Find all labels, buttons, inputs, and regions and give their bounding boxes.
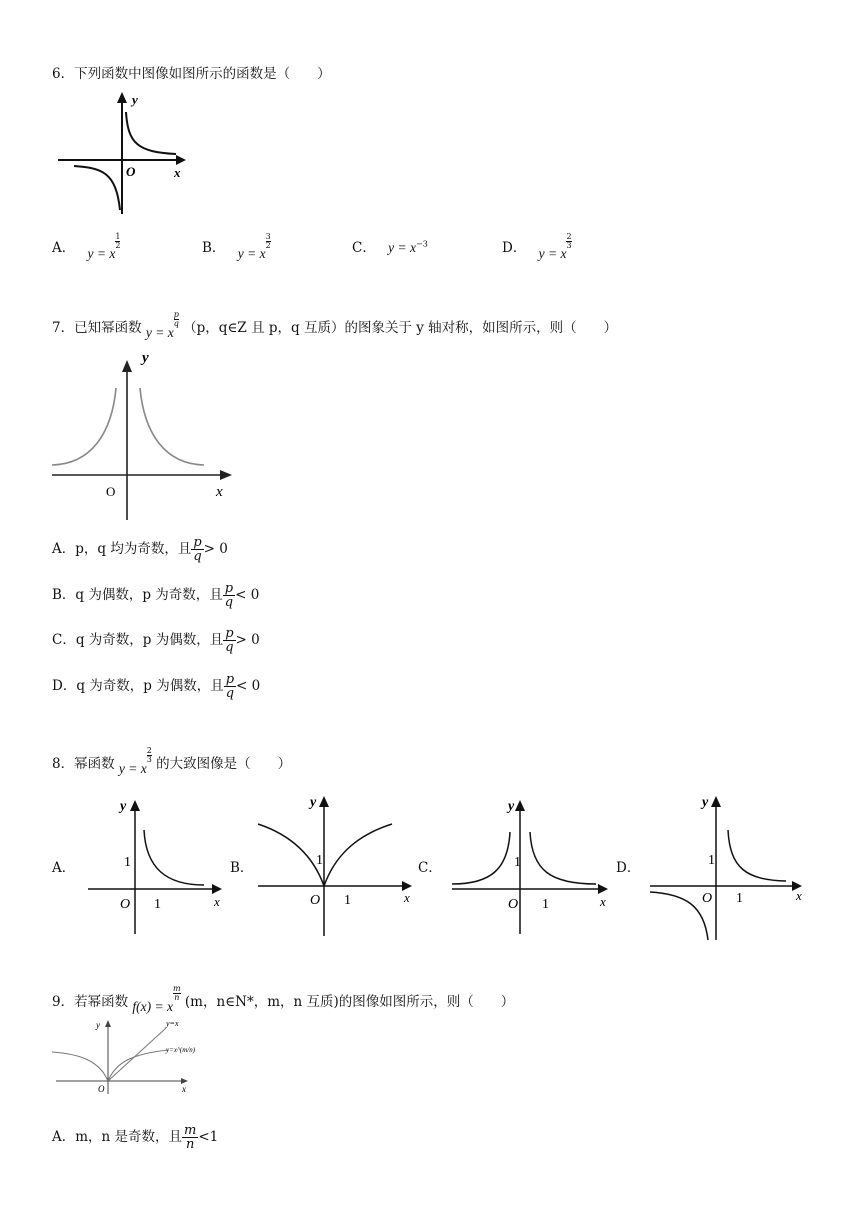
q9-stem-pre: 9．若幂函数 [52, 994, 129, 1010]
q9-origin-label: O [98, 1084, 105, 1094]
q7-option-b-label: B． [52, 587, 76, 603]
q9-a-frac-den: n [186, 1137, 195, 1152]
q9-option-a-label: A． [52, 1129, 76, 1145]
q9-stem-post: (m，n∈N*，m，n 互质)的图像如图所示，则（ ） [184, 994, 515, 1010]
q6-a-exp-num: 1 [115, 232, 121, 241]
q6-option-a-label: A． [52, 240, 76, 256]
q7-c-rel: > 0 [235, 632, 260, 648]
q6-option-b-func: y = x [237, 246, 266, 261]
q6-option-c[interactable] [352, 236, 428, 256]
q7-b-frac-num: p [224, 581, 234, 596]
q8-c-x-label: x [600, 894, 606, 909]
q8-stem [52, 746, 292, 776]
q6-d-exp-num: 2 [566, 232, 572, 241]
q7-option-a[interactable] [52, 536, 228, 563]
q8-option-a-label[interactable]: A． [52, 860, 76, 876]
q8-option-d-label[interactable]: D． [616, 860, 641, 876]
q6-option-b[interactable] [202, 232, 271, 261]
q7-x-label: x [216, 484, 223, 500]
q8-a-tick-y: 1 [124, 855, 131, 870]
q7-stem-func: y = x [145, 325, 174, 340]
q9-exp-den: n [174, 993, 180, 1002]
q9-option-a[interactable] [52, 1124, 218, 1151]
q8-option-c-label[interactable]: C． [418, 860, 442, 876]
q7-exp-den: q [173, 319, 179, 328]
q7-option-c-text: q 为奇数，p 为偶数，且 [75, 632, 224, 648]
q8-d-tick-y: 1 [708, 853, 715, 868]
q7-a-rel: > 0 [203, 541, 228, 557]
q8-stem-func: y = x [118, 761, 147, 776]
q6-option-a-func: y = x [87, 246, 116, 261]
q7-graph [52, 342, 242, 524]
q8-stem-post: 的大致图像是（ ） [156, 756, 292, 772]
q6-a-exp-den: 2 [115, 241, 121, 250]
q8-b-tick-x: 1 [344, 893, 351, 908]
q7-option-a-text: p，q 均为奇数，且 [75, 541, 192, 557]
q6-option-c-label: C． [352, 240, 376, 256]
q9-exp-num: m [172, 984, 181, 993]
q7-d-frac-num: p [225, 672, 235, 687]
q6-option-d-func: y = x [538, 246, 567, 261]
q7-b-frac-den: q [224, 595, 234, 610]
q8-d-y-label: y [702, 795, 709, 810]
q6-stem: 6．下列函数中图像如图所示的函数是（ ） [52, 66, 331, 82]
q8-graph-a[interactable] [86, 792, 226, 940]
q9-line-label: y=x [166, 1019, 179, 1028]
q8-c-origin: O [508, 897, 519, 912]
q7-option-b-text: q 为偶数，p 为奇数，且 [75, 587, 223, 603]
q8-d-origin: O [702, 891, 713, 906]
q8-graph-d[interactable] [646, 788, 812, 944]
q7-a-frac-num: p [193, 535, 202, 550]
q7-origin-label: O [106, 484, 116, 499]
q8-d-x-label: x [796, 888, 802, 903]
q9-y-label: y [96, 1020, 100, 1030]
q8-c-tick-y: 1 [514, 855, 521, 870]
q8-c-tick-x: 1 [542, 897, 549, 912]
q7-exp-num: p [173, 310, 179, 319]
q7-d-rel: < 0 [236, 678, 261, 694]
q7-stem-pre: 7．已知幂函数 [52, 320, 142, 336]
q8-a-origin: O [120, 897, 131, 912]
q8-b-x-label: x [404, 890, 410, 905]
q9-a-rel: <1 [198, 1129, 219, 1145]
q8-b-tick-y: 1 [316, 853, 323, 868]
q7-c-frac-num: p [225, 626, 234, 641]
q7-c-frac-den: q [225, 640, 234, 655]
q7-d-frac-den: q [225, 686, 235, 701]
q8-stem-pre: 8．幂函数 [52, 756, 115, 772]
q8-graph-b[interactable] [254, 790, 418, 940]
q7-option-d-label: D． [52, 678, 77, 694]
q7-y-label: y [142, 350, 149, 366]
q8-option-b-label[interactable]: B． [230, 860, 254, 876]
q9-curve-label: y=x^(m/n) [166, 1046, 196, 1054]
q6-option-c-func: y = x [388, 240, 416, 255]
q9-stem-func: f(x) = x [132, 999, 173, 1014]
q7-option-d-text: q 为奇数，p 为偶数，且 [76, 678, 224, 694]
q7-option-d[interactable] [52, 673, 260, 700]
q7-option-a-label: A． [52, 541, 76, 557]
q9-option-a-text: m，n 是奇数，且 [75, 1129, 183, 1145]
q9-a-frac-num: m [184, 1123, 197, 1138]
q7-option-c-label: C． [52, 632, 76, 648]
q8-d-tick-x: 1 [736, 891, 743, 906]
q8-a-x-label: x [214, 894, 220, 909]
q6-option-d-label: D． [502, 240, 527, 256]
q6-x-label: x [174, 165, 181, 180]
q6-option-d[interactable] [502, 232, 572, 261]
q6-origin-label: O [126, 164, 136, 179]
q9-graph [52, 1014, 202, 1096]
q8-b-y-label: y [310, 795, 317, 810]
q8-c-y-label: y [508, 799, 515, 814]
q7-option-c[interactable] [52, 627, 260, 654]
q6-option-b-label: B． [202, 240, 226, 256]
q8-graph-c[interactable] [450, 792, 616, 940]
q7-option-b[interactable] [52, 582, 259, 609]
q8-exp-den: 3 [146, 755, 152, 764]
q8-exp-num: 2 [146, 746, 152, 755]
q6-b-exp-num: 3 [265, 232, 271, 241]
q8-a-y-label: y [120, 799, 127, 814]
q6-graph [52, 88, 192, 218]
q6-option-a[interactable] [52, 232, 121, 261]
q7-stem [52, 310, 618, 340]
q7-b-rel: < 0 [235, 587, 260, 603]
q6-d-exp-den: 3 [566, 241, 572, 250]
q7-a-frac-den: q [193, 549, 202, 564]
q8-a-tick-x: 1 [154, 897, 161, 912]
q6-y-label: y [132, 92, 138, 107]
q9-x-label: x [182, 1084, 186, 1094]
q6-b-exp-den: 2 [265, 241, 271, 250]
q9-stem [52, 984, 515, 1014]
q8-b-origin: O [310, 893, 321, 908]
q7-stem-post: （p，q∈Z 且 p，q 互质）的图象关于 y 轴对称，如图所示，则（ ） [183, 320, 618, 336]
q6-c-exp: −3 [415, 239, 428, 249]
